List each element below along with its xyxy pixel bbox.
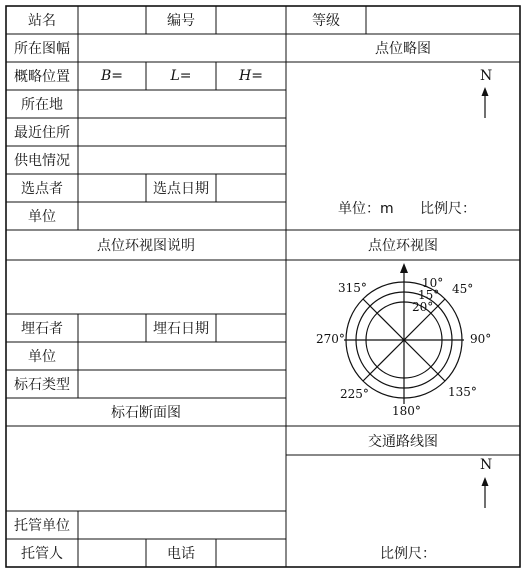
angle-135: 135° <box>448 385 477 399</box>
angle-15: 15° <box>418 288 440 302</box>
sketch-north-arrow-icon <box>478 86 492 120</box>
angle-90: 90° <box>470 332 492 346</box>
marker-type-value[interactable] <box>78 370 286 398</box>
angle-20: 20° <box>412 300 434 314</box>
coord-l-label: L= <box>170 68 192 84</box>
angle-270: 270° <box>316 332 345 346</box>
route-title: 交通路线图 <box>368 433 438 450</box>
coord-h-label: H= <box>239 68 263 84</box>
approx-position-label: 概略位置 <box>14 69 70 85</box>
burier-label: 埋石者 <box>21 321 63 337</box>
burier-value[interactable] <box>78 314 146 342</box>
custody-unit-label: 托管单位 <box>14 518 70 534</box>
surroundings-title: 点位环视图 <box>368 238 438 254</box>
surroundings-description-area[interactable] <box>6 260 286 314</box>
selection-date-label: 选点日期 <box>153 181 209 197</box>
route-north-label: N <box>480 457 493 473</box>
power-supply-value[interactable] <box>78 146 286 174</box>
route-scale: 比例尺： <box>380 546 436 562</box>
sketch-title: 点位略图 <box>375 41 431 57</box>
angle-45: 45° <box>452 282 474 296</box>
power-supply-label: 供电情况 <box>14 153 70 169</box>
selector-label: 选点者 <box>21 181 63 197</box>
grade-value[interactable] <box>366 6 520 34</box>
location-label: 所在地 <box>21 97 63 113</box>
angle-180: 180° <box>392 404 421 418</box>
grade-label: 等级 <box>312 13 340 29</box>
unit-value[interactable] <box>78 202 286 230</box>
sketch-north-label: N <box>480 68 493 84</box>
sketch-unit: 单位：m <box>338 201 394 217</box>
marker-section-title: 标石断面图 <box>111 405 181 421</box>
station-name-value[interactable] <box>78 6 146 34</box>
angle-225: 225° <box>340 387 369 401</box>
location-value[interactable] <box>78 90 286 118</box>
surroundings-description-title: 点位环视图说明 <box>97 238 195 254</box>
unit-2-value[interactable] <box>78 342 286 370</box>
unit-2-label: 单位 <box>28 349 56 365</box>
custodian-value[interactable] <box>78 539 146 567</box>
coord-b-label: B= <box>100 68 124 84</box>
serial-number-label: 编号 <box>167 13 195 29</box>
burial-date-label: 埋石日期 <box>153 321 209 337</box>
selector-value[interactable] <box>78 174 146 202</box>
marker-section-area[interactable] <box>6 426 286 511</box>
marker-type-label: 标石类型 <box>14 377 70 393</box>
burial-date-value[interactable] <box>216 314 286 342</box>
custody-unit-value[interactable] <box>78 511 286 539</box>
sketch-scale: 比例尺： <box>420 201 476 217</box>
phone-label: 电话 <box>167 546 195 562</box>
map-sheet-value[interactable] <box>78 34 286 62</box>
route-north-arrow-icon <box>478 476 492 510</box>
phone-value[interactable] <box>216 539 286 567</box>
angle-315: 315° <box>338 281 367 295</box>
serial-number-value[interactable] <box>216 6 286 34</box>
angle-10: 10° <box>422 276 444 290</box>
nearest-residence-value[interactable] <box>78 118 286 146</box>
custodian-label: 托管人 <box>21 546 63 562</box>
compass-north-arrow-icon <box>400 263 408 273</box>
unit-label: 单位 <box>28 209 56 225</box>
station-name-label: 站名 <box>28 13 56 29</box>
selection-date-value[interactable] <box>216 174 286 202</box>
nearest-residence-label: 最近住所 <box>14 125 70 141</box>
map-sheet-label: 所在图幅 <box>14 41 70 57</box>
